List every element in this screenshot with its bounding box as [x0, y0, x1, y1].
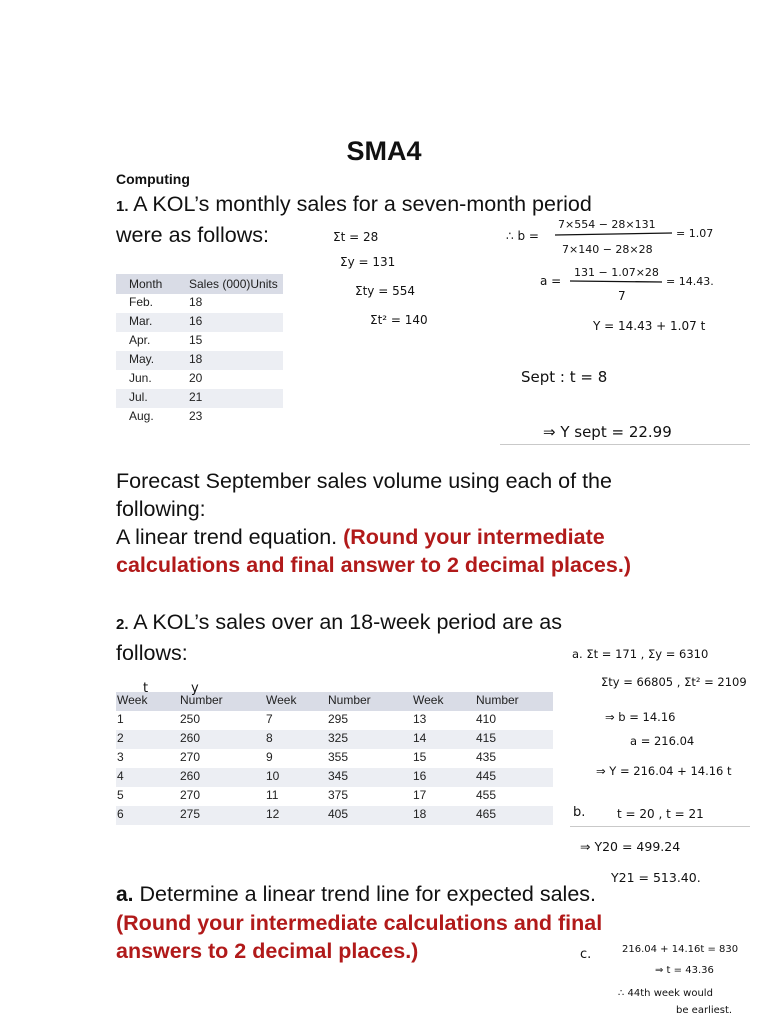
hw-sept: Sept : t = 8 [521, 368, 608, 386]
table-cell: 3 [117, 750, 124, 764]
table-cell: 345 [327, 768, 412, 787]
table-cell: 250 [180, 712, 201, 726]
hw-p2-c-note-2: be earliest. [676, 1005, 733, 1016]
table-cell: 18 [412, 806, 475, 825]
table-cell: 15 [189, 333, 203, 347]
table-cell: 295 [328, 712, 349, 726]
table-cell: 5 [117, 788, 124, 802]
table-header-cell: Sales (000)Units [176, 274, 283, 294]
question-2-number: 2. [116, 616, 129, 633]
table-cell: 435 [476, 750, 497, 764]
table-header-cell: Week [265, 692, 327, 711]
table-cell: 1 [117, 712, 124, 726]
hw-sum-t2: Σt² = 140 [370, 313, 428, 327]
table-header-cell: Month [116, 274, 176, 294]
table-cell: 17 [413, 788, 427, 802]
table-cell: Jun. [129, 371, 152, 385]
table-cell: 445 [475, 768, 553, 787]
table-cell: 18 [176, 351, 283, 370]
table-cell: Aug. [129, 409, 154, 423]
table-header-cell: Number [179, 692, 265, 711]
table-cell: 455 [476, 788, 497, 802]
table-cell: Apr. [129, 333, 151, 347]
hw-p2-b: ⇒ b = 14.16 [605, 710, 676, 724]
hw-y-mark: y [191, 681, 199, 696]
hw-p2-c-label: c. [580, 947, 592, 962]
hw-sum-t: Σt = 28 [333, 230, 379, 244]
hw-p2-y21: Y21 = 513.40. [611, 870, 701, 885]
table-header-cell: Number [327, 692, 412, 711]
table-cell: 465 [475, 806, 553, 825]
table-cell: 375 [328, 788, 349, 802]
table-cell: 21 [176, 389, 283, 408]
forecast-line-2: A linear trend equation. [116, 525, 344, 549]
hw-p2-equation: ⇒ Y = 216.04 + 14.16 t [596, 764, 732, 778]
table-cell: 13 [413, 712, 427, 726]
table-cell: 9 [266, 750, 273, 764]
question-2a-label: a. [116, 883, 134, 906]
hw-b-fraction-bar [555, 233, 672, 235]
table-header-cell: Week [412, 692, 475, 711]
table-cell: 20 [189, 371, 203, 385]
table-cell: 325 [327, 730, 412, 749]
table-header-cell: Number [475, 692, 553, 711]
table-cell: Feb. [129, 295, 154, 309]
hw-p2-a: a = 216.04 [630, 734, 695, 748]
table-cell: 18 [189, 295, 203, 309]
hw-p2-t: t = 20 , t = 21 [617, 807, 704, 821]
table-cell: May. [116, 351, 176, 370]
hw-b-value: = 1.07 [676, 227, 714, 240]
table-cell: 260 [179, 730, 265, 749]
rounding-note: (Round your intermediate calculations and final answer to 2 decimal places.) [116, 525, 631, 577]
page-title: SMA4 [346, 136, 422, 166]
table-cell: 11 [266, 788, 279, 802]
hw-a-label: a = [540, 274, 562, 288]
hw-equation: Y = 14.43 + 1.07 t [593, 319, 706, 333]
hw-a-denominator: 7 [618, 289, 626, 303]
rounding-note-2: (Round your intermediate calculations and final answers to 2 decimal places.) [116, 911, 603, 963]
hw-y-sept: ⇒ Y sept = 22.99 [543, 423, 672, 441]
hw-p2-c-note-1: ∴ 44th week would [618, 988, 713, 999]
table-cell: 12 [265, 806, 327, 825]
hw-b-denominator: 7×140 − 28×28 [562, 243, 653, 256]
hw-p2-c-t: ⇒ t = 43.36 [655, 965, 714, 976]
hw-p2-sums-2: Σty = 66805 , Σt² = 2109 [601, 675, 747, 689]
hw-b-numerator: 7×554 − 28×131 [558, 218, 656, 231]
table-cell: 275 [179, 806, 265, 825]
section-label: Computing [116, 171, 190, 187]
table-cell: 16 [412, 768, 475, 787]
table-cell: 23 [189, 409, 203, 423]
hw-a-value: = 14.43. [666, 275, 714, 288]
question-1-text: A KOL’s monthly sales for a seven-month period were as follows: [116, 192, 592, 247]
hw-p2-b-label: b. [573, 805, 586, 820]
table-cell: 10 [265, 768, 327, 787]
table-cell: 7 [266, 712, 273, 726]
table-cell: Jul. [116, 389, 176, 408]
table-cell: 410 [476, 712, 497, 726]
table-cell: 8 [265, 730, 327, 749]
question-2a-text: Determine a linear trend line for expected sales. [133, 882, 597, 906]
table-header-cell: Week [116, 692, 179, 711]
table-cell: 415 [475, 730, 553, 749]
question-1-number: 1. [116, 198, 129, 215]
table-cell: 15 [413, 750, 427, 764]
hw-p2-y20: ⇒ Y20 = 499.24 [580, 839, 681, 854]
table-cell: 270 [180, 788, 201, 802]
question-2-text: A KOL’s sales over an 18-week period are as follows: [116, 610, 562, 665]
hw-b-label: ∴ b = [506, 229, 539, 243]
hw-a-numerator: 131 − 1.07×28 [574, 266, 659, 279]
forecast-line-1: Forecast September sales volume using each of the following: [116, 469, 612, 521]
table-cell: 6 [116, 806, 179, 825]
table-cell: 405 [327, 806, 412, 825]
table-cell: 355 [328, 750, 349, 764]
hw-p2-sums-1: a. Σt = 171 , Σy = 6310 [572, 647, 709, 661]
hw-t-mark: t [143, 681, 149, 696]
table-cell: 4 [116, 768, 179, 787]
table-cell: 260 [179, 768, 265, 787]
hw-a-fraction-bar [570, 281, 662, 282]
table-cell: 14 [412, 730, 475, 749]
table-cell: Mar. [116, 313, 176, 332]
table-cell: 2 [116, 730, 179, 749]
table-cell: 270 [180, 750, 201, 764]
hw-p2-c-equation: 216.04 + 14.16t = 830 [622, 944, 739, 955]
hw-sum-ty: Σty = 554 [355, 284, 415, 298]
table-cell: 16 [176, 313, 283, 332]
hw-sum-y: Σy = 131 [340, 255, 396, 269]
